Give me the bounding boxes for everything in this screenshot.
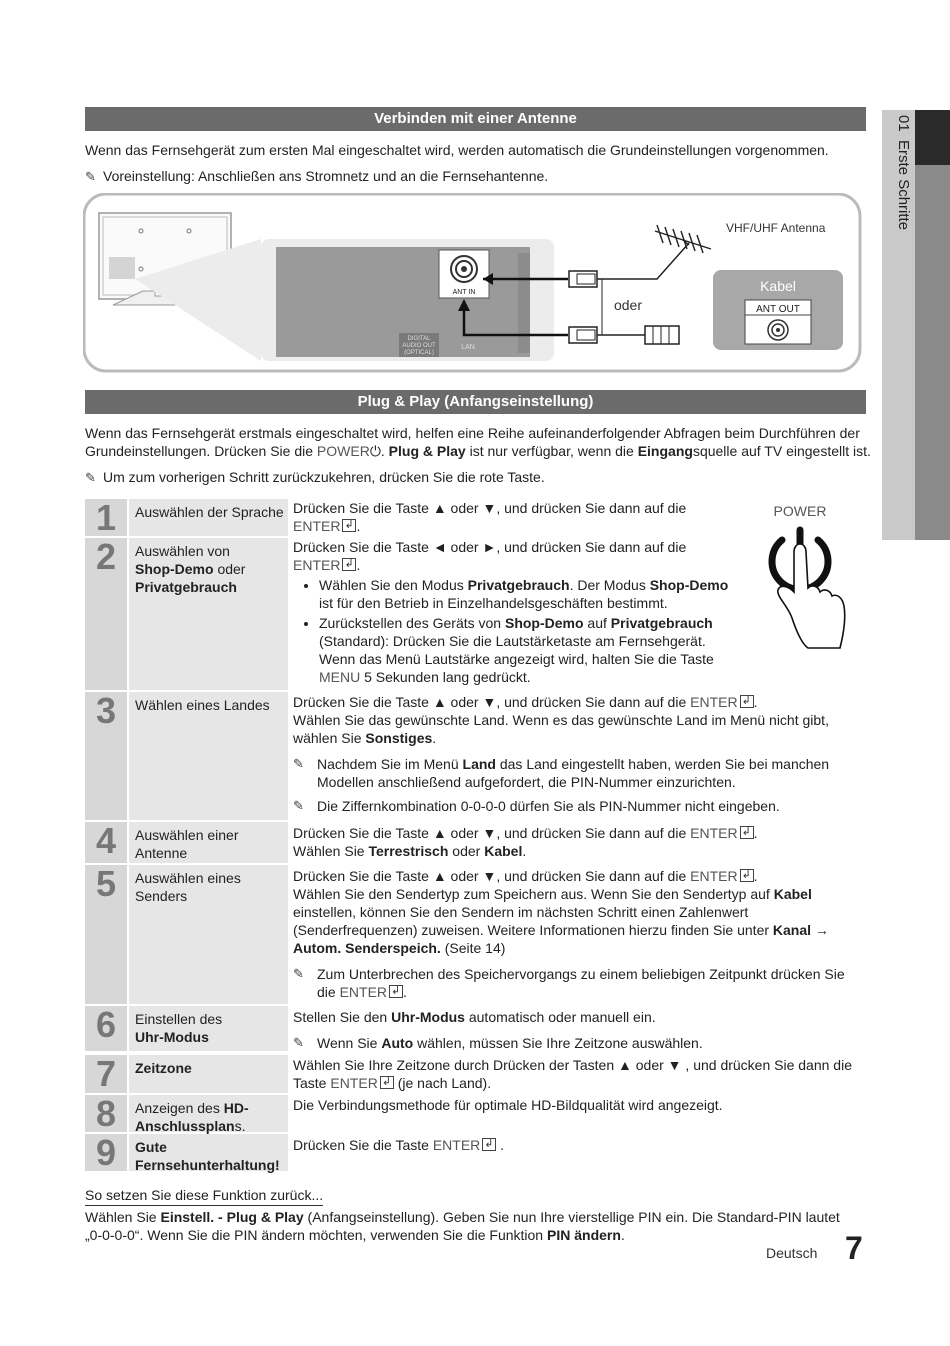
footer-language: Deutsch <box>766 1245 818 1261</box>
step-description: Drücken Sie die Taste ▲ oder ▼, und drücken Sie dann auf die ENTER↲ . Wählen Sie das gewünschte Land. Wenn es das gewünschte Land im Menü nicht gibt, wählen Sie Sonstiges. ✎ Nachdem Sie im Menü Land das Land eingestellt haben, werden Sie bei manchen Modellen anschließend aufgefordert, die PIN-Nummer einzurichten. ✎ Die Ziffernkombination 0-0-0-0 dürfen Sie als PIN-Nummer nicht eingeben. <box>293 693 863 815</box>
ant-out-label: ANT OUT <box>756 304 800 315</box>
step-label: Zeitzone <box>129 1055 288 1093</box>
reset-text: Wählen Sie Einstell. - Plug & Play (Anfangseinstellung). Geben Sie nun Ihre vierstellige PIN ein. Die Standard-PIN lautet „0-0-0-0“. Wenn Sie die PIN ändern möchten, verwenden Sie die Funktion PIN ändern. <box>85 1209 840 1243</box>
power-illustration-label: POWER <box>773 503 827 519</box>
step-description: Drücken Sie die Taste ▲ oder ▼, und drücken Sie dann auf die ENTER↲ . Wählen Sie Terrestrisch oder Kabel. <box>293 824 863 860</box>
step-label: Wählen eines Landes <box>129 692 288 820</box>
step-description: Drücken Sie die Taste ▲ oder ▼, und drücken Sie dann auf die ENTER↲ . Wählen Sie den Sendertyp zum Speichern aus. Wenn Sie den Sendertyp auf Kabel einstellen, können Sie den Sendern im nächsten Schritt einen Zahlenwert (Senderfrequenzen) zuweisen. Weitere Informationen hierzu finden Sie unter Kanal → Autom. Senderspeich. (Seite 14) ✎ Zum Unterbrechen des Speichervorgangs zu einem beliebigen Zeitpunkt drücken Sie die ENTER↲ . <box>293 867 863 1001</box>
step-label: Auswählen einer Antenne <box>129 822 288 863</box>
note-icon: ✎ <box>293 1035 304 1050</box>
step-description: Stellen Sie den Uhr-Modus automatisch oder manuell ein. ✎ Wenn Sie Auto wählen, müssen Sie Ihre Zeitzone auswählen. <box>293 1009 703 1051</box>
step-description: Drücken Sie die Taste ◄ oder ►, und drücken Sie dann auf die ENTER↲ . • Wählen Sie den Modus Privatgebrauch. Der Modus Shop-Demo ist für den Betrieb in Einzelhandelsgeschäften bestimmt. • Zurückstellen des Geräts von Shop-Demo auf Privatgebrauch (Standard): Drücken Sie die Lautstärketaste am Fernsehgerät. Wenn das Menü Lautstärke angezeigt wird, halten Sie die Taste MENU 5 Sekunden lang gedrückt. <box>293 538 733 688</box>
antenna-diagram-svg <box>83 193 863 373</box>
step-label: Auswählen der Sprache <box>129 499 288 536</box>
svg-text:(OPTICAL): (OPTICAL) <box>404 350 434 356</box>
plugplay-intro: Wenn das Fernsehgerät erstmals eingeschaltet wird, helfen eine Reihe aufeinanderfolgender Abfragen beim Durchführen der Grundeinstellungen. Drücken Sie die POWER⏻. Plug & Play ist nur verfügbar, wenn die Eingangsquelle auf TV eingestellt ist. <box>85 425 871 459</box>
power-hand-icon <box>760 522 850 650</box>
list-item: • Zurückstellen des Geräts von Shop-Demo auf Privatgebrauch (Standard): Drücken Sie die Lautstärketaste am Fernsehgerät. Wenn das Menü Lautstärke angezeigt wird, halten Sie die Taste MENU 5 Sekunden lang gedrückt. <box>319 614 733 686</box>
enter-icon <box>380 1076 394 1089</box>
antenna-diagram <box>83 193 863 373</box>
side-tab-label <box>888 115 912 415</box>
enter-icon <box>389 985 403 998</box>
lan-label: LAN <box>461 344 475 351</box>
section-heading-antenna: Verbinden mit einer Antenne <box>85 107 866 131</box>
step-label: Auswählen von Shop-Demo oder Privatgebrauch <box>129 538 288 690</box>
side-tab-marker <box>915 110 950 165</box>
step-number: 1 <box>85 499 127 536</box>
note-icon: ✎ <box>293 798 304 813</box>
page-number: 7 <box>845 1230 863 1266</box>
step-label: Gute Fernsehunterhaltung! <box>129 1134 288 1171</box>
step-label: Anzeigen des HD-Anschlussplans. <box>129 1095 288 1132</box>
antenna-note: ✎ Voreinstellung: Anschließen ans Stromnetz und an die Fernsehantenne. <box>85 168 549 184</box>
note-icon: ✎ <box>293 756 304 771</box>
step-description: Die Verbindungsmethode für optimale HD-Bildqualität wird angezeigt. <box>293 1097 723 1113</box>
note-icon: ✎ <box>85 470 96 485</box>
antenna-intro: Wenn das Fernsehgerät zum ersten Mal eingeschaltet wird, werden automatisch die Grundeinstellungen vorgenommen. <box>85 142 829 158</box>
section-heading-plugplay: Plug & Play (Anfangseinstellung) <box>85 390 866 414</box>
cable-title: Kabel <box>760 278 796 294</box>
step-number: 4 <box>85 822 127 863</box>
step-number: 3 <box>85 692 127 820</box>
step-number: 6 <box>85 1006 127 1051</box>
step-label: Einstellen des Uhr-Modus <box>129 1006 288 1051</box>
svg-text:DIGITAL: DIGITAL <box>407 336 431 342</box>
note-icon: ✎ <box>85 169 96 184</box>
step-description: Drücken Sie die Taste ▲ oder ▼, und drücken Sie dann auf die ENTER↲ . <box>293 499 693 535</box>
note-icon: ✎ <box>293 966 304 981</box>
svg-text:AUDIO OUT: AUDIO OUT <box>402 343 436 349</box>
ant-in-label: ANT IN <box>452 289 476 296</box>
plugplay-note: ✎ Um zum vorherigen Schritt zurückzukehren, drücken Sie die rote Taste. <box>85 469 545 485</box>
enter-icon <box>342 519 356 532</box>
chapter-number: 01 <box>895 115 912 132</box>
step-number: 9 <box>85 1134 127 1171</box>
power-icon: ⏻ <box>369 443 381 459</box>
step-number: 5 <box>85 865 127 1004</box>
step-number: 8 <box>85 1095 127 1132</box>
step-number: 2 <box>85 538 127 690</box>
enter-icon <box>740 826 754 839</box>
side-tab-shade <box>915 110 950 540</box>
or-label: oder <box>613 297 643 313</box>
step-label: Auswählen eines Senders <box>129 865 288 1004</box>
power-hand-illustration <box>760 522 850 650</box>
reset-heading: So setzen Sie diese Funktion zurück... <box>85 1186 323 1206</box>
enter-icon <box>740 695 754 708</box>
enter-icon <box>740 869 754 882</box>
step-number: 7 <box>85 1055 127 1093</box>
step-description: Wählen Sie Ihre Zeitzone durch Drücken der Tasten ▲ oder ▼ , und drücken Sie dann die Taste ENTER↲ (je nach Land). <box>293 1056 863 1092</box>
enter-icon <box>342 558 356 571</box>
list-item: • Wählen Sie den Modus Privatgebrauch. Der Modus Shop-Demo ist für den Betrieb in Einzelhandelsgeschäften bestimmt. <box>319 576 733 612</box>
chapter-title: Erste Schritte <box>895 140 912 231</box>
antenna-label: VHF/UHF Antenna <box>726 221 826 235</box>
step-description: Drücken Sie die Taste ENTER↲ . <box>293 1136 863 1154</box>
enter-icon <box>482 1138 496 1151</box>
